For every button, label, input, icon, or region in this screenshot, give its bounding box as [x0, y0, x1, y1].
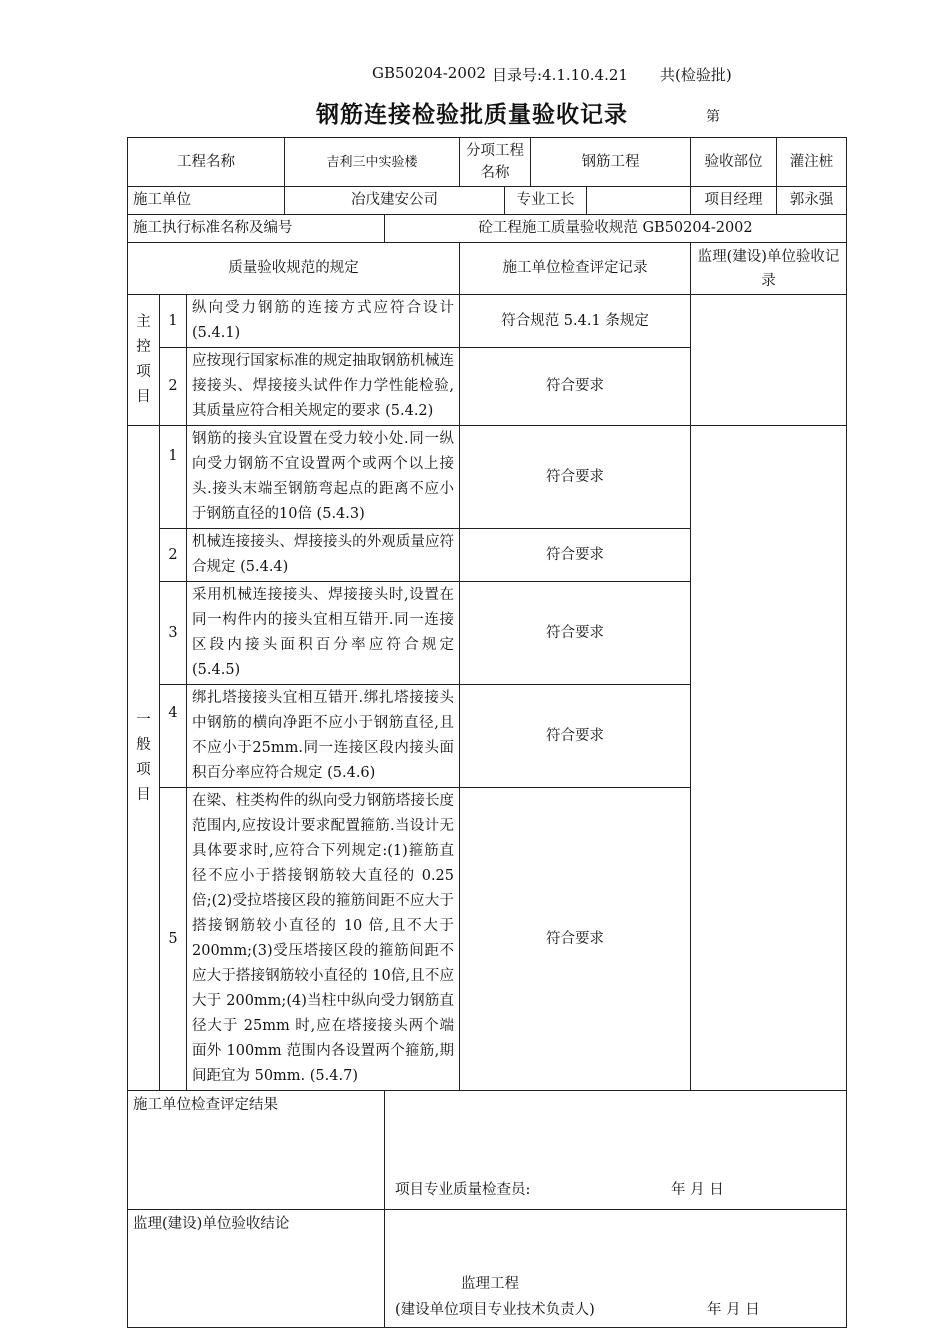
- general-item-result: 符合要求: [460, 685, 691, 788]
- general-item-number: 4: [160, 685, 187, 788]
- project-name-value: 吉利三中实验楼: [285, 138, 460, 187]
- general-item-requirement: 钢筋的接头宜设置在受力较小处.同一纵向受力钢筋不宜设置两个或两个以上接头.接头末端至钢筋弯起点的距离不应小于钢筋直径的10倍 (5.4.3): [187, 426, 460, 529]
- main-item-requirement: 应按现行国家标准的规定抽取钢筋机械连接接头、焊接接头试件作力学性能检验,其质量应符合相关规定的要求 (5.4.2): [187, 348, 460, 426]
- general-item-number: 3: [160, 582, 187, 685]
- main-supervision-cell: [691, 295, 847, 426]
- general-item-number: 5: [160, 788, 187, 1091]
- general-item-number: 1: [160, 426, 187, 529]
- foreman-value: [587, 187, 691, 215]
- general-section-label: 一般项目: [128, 426, 160, 1091]
- batch-total: 共(检验批): [660, 66, 732, 84]
- general-item-result: 符合要求: [460, 426, 691, 529]
- supervision-column-header: 监理(建设)单位验收记录: [691, 243, 847, 295]
- inspector-label: 项目专业质量检查员:: [395, 1182, 531, 1198]
- general-item-requirement: 采用机械连接接头、焊接接头时,设置在同一构件内的接头宜相互错开.同一连接区段内接头面积百分率应符合规定 (5.4.5): [187, 582, 460, 685]
- general-item-requirement: 在梁、柱类构件的纵向受力钢筋塔接长度范围内,应按设计要求配置箍筋.当设计无具体要求时,应符合下列规定:(1)箍筋直径不应小于搭接钢筋较大直径的 0.25 倍;(2)受拉塔接区段的箍筋间距不应大于搭接钢筋较小直径的 10 倍,且不大于 200mm;(3)受压塔接区段的箍筋间距不应大于搭接钢筋较小直径的 10倍,且不应大于 200mm;(4)当柱中纵向受力钢筋直径大于 25mm 时,应在塔接接头两个端面外 100mm 范围内各设置两个箍筋,期间距宜为 50mm. (5.4.7): [187, 788, 460, 1091]
- general-item-result: 符合要求: [460, 788, 691, 1091]
- catalog-number: 目录号:4.1.10.4.21: [492, 66, 628, 84]
- main-item-requirement: 纵向受力钢筋的连接方式应符合设计(5.4.1): [187, 295, 460, 348]
- main-item-result: 符合规范 5.4.1 条规定: [460, 295, 691, 348]
- construction-unit-value: 冶戊建安公司: [285, 187, 505, 215]
- acceptance-part-value: [777, 138, 847, 187]
- acceptance-record-table: [127, 137, 847, 1328]
- execution-standard-label: 施工执行标准名称及编号: [128, 215, 385, 243]
- general-item-result: 符合要求: [460, 582, 691, 685]
- supervision-conclusion-cell: [385, 1210, 847, 1328]
- inspection-date: 年 月 日: [671, 1182, 724, 1198]
- manager-value: 郭永强: [777, 187, 847, 215]
- project-name-label: 工程名称: [128, 138, 285, 187]
- sub-project-label: 分项工程名称: [460, 138, 531, 187]
- supervision-engineer-label: 监理工程: [461, 1276, 519, 1292]
- construction-result-cell: [385, 1091, 847, 1210]
- supervision-conclusion-label: 监理(建设)单位验收结论: [128, 1210, 385, 1328]
- construction-result-label: 施工单位检查评定结果: [128, 1091, 385, 1210]
- foreman-label: 专业工长: [505, 187, 587, 215]
- manager-label: 项目经理: [691, 187, 777, 215]
- page-title: 钢筋连接检验批质量验收记录: [316, 102, 628, 128]
- sub-project-value: 钢筋工程: [531, 138, 691, 187]
- general-item-result: 符合要求: [460, 529, 691, 582]
- construction-unit-label: 施工单位: [128, 187, 285, 215]
- execution-standard-value: 砼工程施工质量验收规范 GB50204-2002: [385, 215, 847, 243]
- owner-tech-lead-label: (建设单位项目专业技术负责人): [395, 1302, 595, 1318]
- general-item-requirement: 机械连接接头、焊接接头的外观质量应符合规定 (5.4.4): [187, 529, 460, 582]
- acceptance-part-label: 验收部位: [691, 138, 777, 187]
- supervision-date: 年 月 日: [707, 1302, 760, 1318]
- check-column-header: 施工单位检查评定记录: [460, 243, 691, 295]
- main-item-number: 2: [160, 348, 187, 426]
- standard-code: GB50204-2002: [372, 64, 486, 82]
- main-item-number: 1: [160, 295, 187, 348]
- general-supervision-cell: [691, 426, 847, 1091]
- spec-column-header: 质量验收规范的规定: [128, 243, 460, 295]
- acceptance-part-text: 灌注桩: [789, 153, 834, 170]
- page-number-label: 第: [706, 109, 720, 125]
- main-control-section-label: 主控项目: [128, 295, 160, 426]
- main-item-result: 符合要求: [460, 348, 691, 426]
- general-item-requirement: 绑扎塔接接头宜相互错开.绑扎塔接接头中钢筋的横向净距不应小于钢筋直径,且不应小于25mm.同一连接区段内接头面积百分率应符合规定 (5.4.6): [187, 685, 460, 788]
- general-item-number: 2: [160, 529, 187, 582]
